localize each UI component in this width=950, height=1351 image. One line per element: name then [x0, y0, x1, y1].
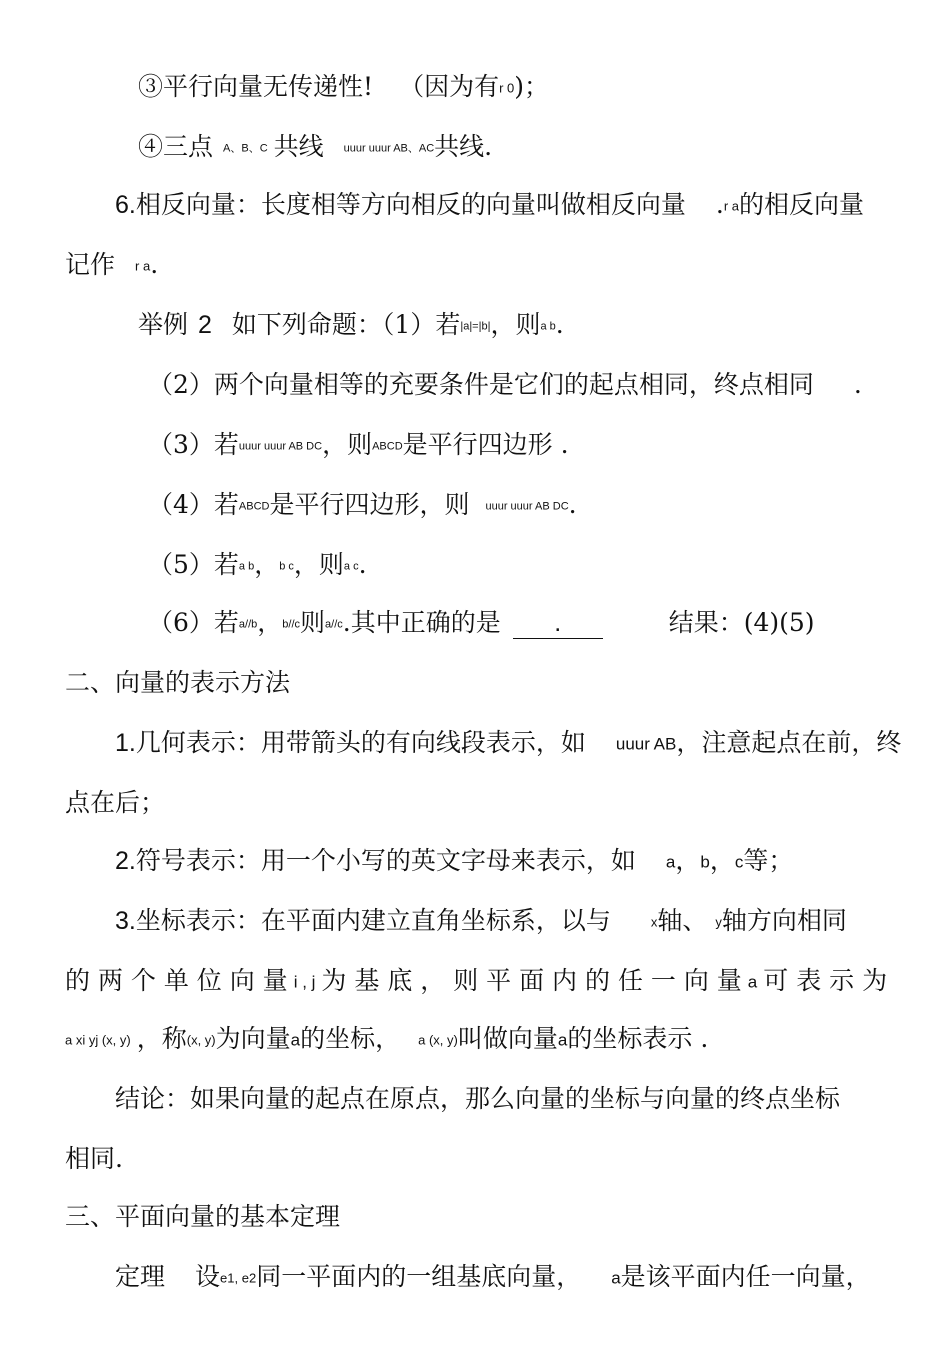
item-number: 6.	[115, 191, 136, 219]
vector-symbol: a//c	[325, 618, 343, 631]
text: 等；	[743, 846, 794, 875]
text: 的坐标表示	[567, 1024, 693, 1053]
text: ③平行向量无传递性!	[138, 72, 374, 101]
text: ，则	[490, 310, 541, 339]
line-example-2-item-4	[148, 490, 577, 522]
line-opposite-vector-def	[115, 190, 864, 222]
section-heading-representation	[65, 668, 290, 698]
vector-symbol: a	[557, 1030, 568, 1050]
line-example-2-item-3	[148, 430, 569, 462]
text: 可 表 示 为	[763, 966, 888, 995]
vector-symbol: r 0	[499, 80, 515, 96]
text: ，则	[293, 550, 344, 579]
text: 定理	[115, 1262, 166, 1291]
points-symbol: A、B、C	[223, 142, 268, 155]
formula-symbol: a xi yj (x, y)	[65, 1032, 131, 1048]
vector-symbol: b c	[279, 560, 294, 573]
line-geometric-representation	[115, 728, 901, 760]
text: ，注意起点在前，终	[676, 728, 902, 757]
vector-symbol: uuur AB	[615, 734, 677, 754]
answer-result: 结果：(4)(5)	[668, 608, 815, 637]
line-opposite-vector-notation	[65, 250, 158, 282]
text: （6）若	[148, 608, 239, 637]
line-theorem	[115, 1262, 871, 1294]
section-heading-basic-theorem	[65, 1202, 340, 1232]
item-number: 3.	[115, 907, 136, 935]
text: 轴、	[657, 906, 708, 935]
example-number: 2	[198, 311, 212, 339]
text: （因为有	[399, 72, 500, 101]
text: 则	[300, 608, 326, 637]
text: 为向量	[215, 1024, 291, 1053]
line-symbolic-representation	[115, 846, 793, 878]
text: 设	[195, 1262, 221, 1291]
vector-symbol: r a	[723, 198, 739, 214]
text: ，	[257, 608, 283, 637]
line-coordinate-formula	[65, 1024, 708, 1056]
text: 轴方向相同	[721, 906, 847, 935]
vector-symbol: b	[700, 852, 710, 872]
basis-vectors-symbol: e1, e2	[220, 1270, 257, 1286]
text: ，则	[322, 430, 373, 459]
text: .	[555, 310, 564, 339]
text: 同一平面内的一组基底向量，	[256, 1262, 582, 1291]
text: 叫做向量	[457, 1024, 558, 1053]
text: .其中正确的是	[342, 608, 501, 637]
quadrilateral-symbol: ABCD	[372, 440, 403, 453]
line-example-2-item-2	[148, 370, 862, 400]
text: 符号表示：用一个小写的英文字母来表示，如	[135, 846, 636, 875]
line-three-points-collinear	[138, 132, 492, 164]
text: 如下列命题：（1）若	[231, 310, 461, 339]
vector-symbol: |a|=|b|	[460, 320, 491, 333]
axis-symbol: y	[715, 914, 722, 930]
text: .	[560, 430, 569, 459]
text: 点在后；	[65, 788, 166, 817]
vector-symbol: a//b	[238, 618, 258, 631]
text: 坐标表示：在平面内建立直角坐标系，以与	[135, 906, 611, 935]
text: ，	[254, 550, 280, 579]
text: 记作	[65, 250, 116, 279]
text: ④三点	[138, 132, 214, 161]
text: 是平行四边形	[402, 430, 553, 459]
heading-text: 二、向量的表示方法	[65, 668, 291, 697]
text: .	[150, 250, 159, 279]
vector-symbol: uuur uuur AB DC	[485, 500, 569, 513]
text: 相同	[65, 1144, 116, 1173]
text: （4）若	[148, 490, 239, 519]
text: .	[568, 490, 577, 519]
text: ，	[709, 846, 735, 875]
text: 举例	[138, 310, 189, 339]
line-parallel-not-transitive	[138, 72, 549, 104]
line-example-2-item-1	[138, 310, 564, 342]
text: .	[715, 190, 724, 219]
text: 相反向量：长度相等方向相反的向量叫做相反向量	[135, 190, 686, 219]
vector-symbol: c	[734, 852, 744, 872]
vector-symbol: b//c	[282, 618, 301, 631]
text: .	[853, 370, 862, 399]
vector-symbol: i , j	[293, 972, 316, 992]
vector-symbol: a c	[343, 560, 359, 573]
text: 是平行四边形，则	[269, 490, 470, 519]
vector-symbol: a b	[540, 320, 556, 333]
text: 的相反向量	[739, 190, 865, 219]
text: 的 两 个 单 位 向 量	[65, 966, 288, 995]
item-number: 1.	[115, 729, 136, 757]
vector-symbol: a	[611, 1268, 621, 1288]
text: )；	[514, 72, 550, 101]
text: 是该平面内任一向量，	[620, 1262, 871, 1291]
text: ，称	[136, 1024, 187, 1053]
text: .	[700, 1024, 709, 1053]
line-example-2-item-6	[148, 608, 815, 640]
text: ，	[675, 846, 701, 875]
line-conclusion-cont	[65, 1144, 123, 1174]
line-geometric-representation-cont	[65, 788, 165, 818]
vector-symbol: a	[290, 1030, 301, 1050]
vector-symbol: a	[665, 852, 676, 872]
text: （3）若	[148, 430, 239, 459]
text: 的坐标，	[300, 1024, 401, 1053]
text: 为 基 底 ， 则 平 面 内 的 任 一 向 量	[321, 966, 742, 995]
line-conclusion	[115, 1084, 840, 1114]
text: 共线	[273, 132, 324, 161]
axis-symbol: x	[650, 914, 658, 930]
vector-symbol: a	[747, 972, 758, 992]
text: .	[358, 550, 367, 579]
text: 结论：如果向量的起点在原点，那么向量的坐标与向量的终点坐标	[115, 1084, 841, 1113]
quadrilateral-symbol: ABCD	[238, 500, 270, 513]
vector-symbol: r a	[135, 258, 151, 274]
text: 几何表示：用带箭头的有向线段表示，如	[135, 728, 586, 757]
answer-blank: .	[513, 608, 603, 639]
line-example-2-item-5	[148, 550, 367, 582]
text: （5）若	[148, 550, 239, 579]
coordinate-symbol: (x, y)	[186, 1032, 216, 1048]
item-number: 2.	[115, 847, 136, 875]
line-unit-vectors-basis	[65, 966, 887, 998]
heading-text: 三、平面向量的基本定理	[65, 1202, 341, 1231]
vector-symbol: a b	[238, 560, 255, 573]
line-coordinate-representation	[115, 906, 847, 938]
vector-symbol: uuur uuur AB、AC	[343, 142, 435, 155]
formula-symbol: a (x, y)	[418, 1032, 458, 1048]
text: 共线.	[434, 132, 493, 161]
vector-symbol: uuur uuur AB DC	[238, 440, 323, 453]
text: .	[115, 1144, 123, 1173]
text: （2）两个向量相等的充要条件是它们的起点相同，终点相同	[148, 370, 814, 399]
